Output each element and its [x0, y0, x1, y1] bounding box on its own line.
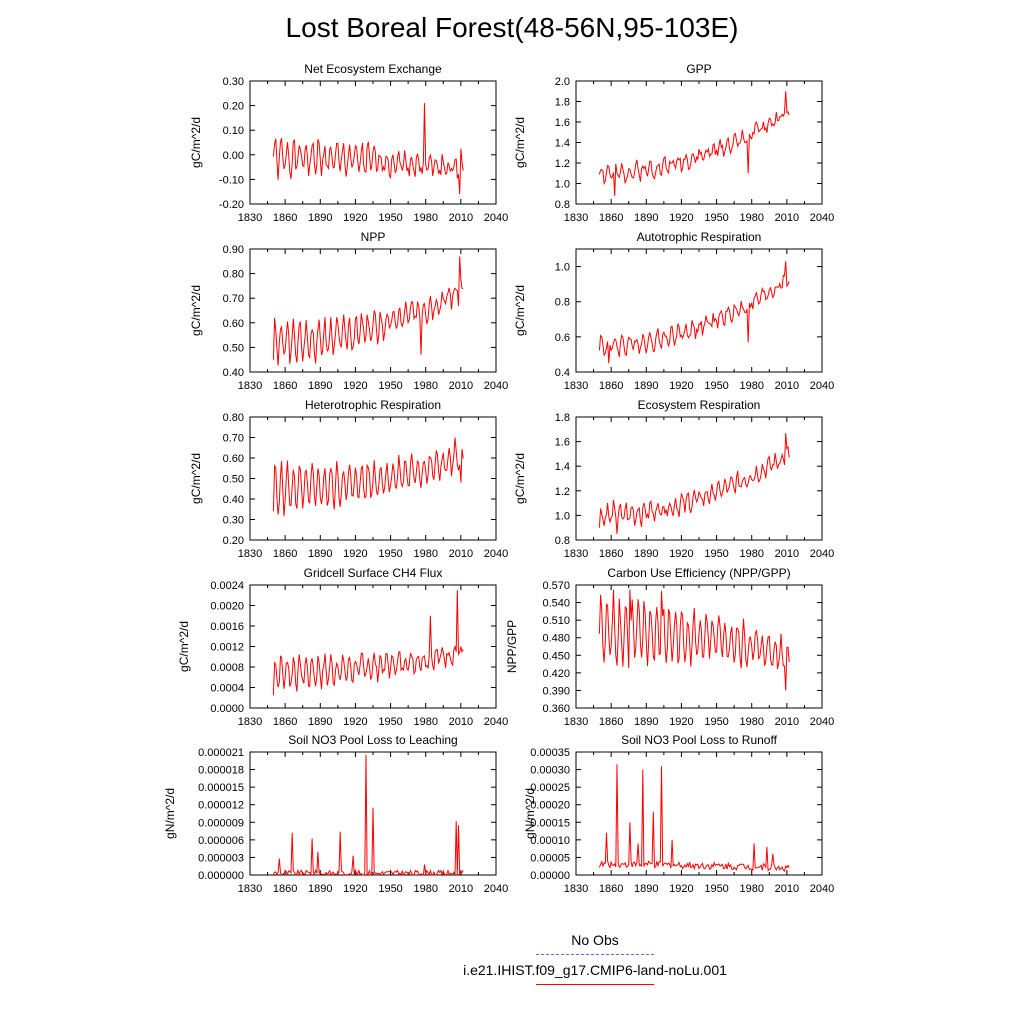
- x-tick-label: 2040: [483, 380, 509, 392]
- y-tick-label: -0.10: [218, 174, 244, 187]
- x-tick-label: 1950: [704, 883, 729, 895]
- y-tick-label: 0.570: [542, 580, 570, 592]
- x-tick-label: 1860: [598, 883, 624, 895]
- x-tick-label: 2040: [809, 380, 835, 392]
- x-tick-label: 1950: [704, 212, 729, 224]
- series-line-model: [273, 256, 463, 365]
- y-tick-label: 0.30: [222, 76, 244, 88]
- series-line-model: [273, 103, 463, 194]
- x-tick-label: 2010: [448, 212, 474, 224]
- x-tick-label: 1890: [308, 212, 333, 224]
- y-tick-label: 0.20: [222, 535, 244, 547]
- x-tick-label: 1890: [634, 380, 659, 392]
- series-line-model: [599, 590, 789, 691]
- x-tick-label: 1920: [343, 716, 368, 728]
- x-tick-label: 1980: [739, 548, 764, 560]
- y-tick-label: 0.50: [222, 342, 244, 355]
- x-tick-label: 1860: [598, 548, 624, 560]
- x-tick-label: 1980: [739, 883, 764, 895]
- x-tick-label: 2040: [483, 212, 509, 224]
- x-tick-label: 1920: [669, 380, 694, 392]
- y-tick-label: 0.0024: [210, 580, 244, 592]
- series-line-model: [599, 261, 789, 363]
- series-line-model: [273, 438, 463, 517]
- x-tick-label: 1830: [563, 212, 589, 224]
- panel-title: Heterotrophic Respiration: [304, 398, 442, 412]
- y-tick-label: 1.8: [554, 96, 570, 109]
- y-tick-label: 0.00030: [530, 764, 570, 777]
- x-tick-label: 2040: [483, 548, 509, 560]
- y-tick-label: 0.70: [222, 432, 244, 445]
- x-tick-label: 1980: [413, 548, 438, 560]
- x-tick-label: 2010: [448, 548, 474, 560]
- panel-title: Soil NO3 Pool Loss to Runoff: [621, 733, 777, 747]
- y-tick-label: 0.40: [222, 494, 244, 506]
- y-tick-label: 0.000018: [198, 764, 244, 777]
- y-tick-label: 0.80: [222, 412, 244, 424]
- y-tick-label: 0.0012: [210, 641, 244, 654]
- x-tick-label: 1920: [343, 883, 368, 895]
- y-tick-label: 0.390: [542, 685, 570, 698]
- y-tick-label: 0.420: [542, 667, 570, 680]
- y-tick-label: 0.0000: [210, 703, 244, 715]
- x-tick-label: 1920: [669, 548, 694, 560]
- x-tick-label: 1830: [563, 548, 589, 560]
- panel-title: Gridcell Surface CH4 Flux: [303, 566, 443, 580]
- x-tick-label: 1950: [704, 716, 729, 728]
- x-tick-label: 1920: [343, 548, 368, 560]
- x-tick-label: 1920: [343, 212, 368, 224]
- y-axis-label: gC/m^2/d: [513, 285, 527, 336]
- x-tick-label: 1950: [704, 380, 729, 392]
- y-tick-label: 0.90: [222, 244, 244, 256]
- x-tick-label: 1890: [308, 548, 333, 560]
- x-tick-label: 1860: [272, 548, 298, 560]
- x-tick-label: 2040: [809, 548, 835, 560]
- y-axis-label: gC/m^2/d: [189, 453, 203, 504]
- x-tick-label: 2010: [448, 716, 474, 728]
- x-tick-label: 1980: [413, 380, 438, 392]
- x-tick-label: 1950: [378, 212, 403, 224]
- y-tick-label: 1.0: [554, 261, 570, 274]
- y-tick-label: 0.50: [222, 473, 244, 486]
- x-tick-label: 1920: [669, 883, 694, 895]
- y-tick-label: 0.0004: [210, 682, 244, 695]
- y-tick-label: 0.480: [542, 632, 570, 645]
- y-tick-label: 0.00015: [530, 817, 570, 830]
- y-tick-label: 0.30: [222, 514, 244, 527]
- x-tick-label: 1920: [343, 380, 368, 392]
- y-tick-label: 0.4: [554, 367, 570, 379]
- y-tick-label: 0.000006: [198, 834, 244, 847]
- y-tick-label: 0.8: [554, 199, 570, 211]
- y-tick-label: -0.20: [218, 199, 244, 211]
- legend-line-obs: [536, 954, 654, 955]
- x-tick-label: 2040: [809, 883, 835, 895]
- x-tick-label: 1980: [739, 716, 764, 728]
- x-tick-label: 1860: [272, 380, 298, 392]
- x-tick-label: 1980: [413, 883, 438, 895]
- y-tick-label: 0.00005: [530, 852, 570, 865]
- y-tick-label: 2.0: [554, 76, 570, 88]
- y-tick-label: 0.6: [554, 331, 570, 344]
- x-tick-label: 2010: [774, 883, 800, 895]
- y-tick-label: 0.0016: [210, 621, 244, 633]
- y-tick-label: 0.000012: [198, 799, 244, 812]
- y-tick-label: 1.2: [554, 158, 570, 170]
- series-line-model: [599, 433, 789, 534]
- x-tick-label: 2010: [448, 883, 474, 895]
- x-tick-label: 1830: [237, 380, 263, 392]
- legend-label-obs: No Obs: [571, 932, 619, 948]
- plot-frame: [250, 585, 496, 708]
- series-line-model: [599, 764, 789, 871]
- y-axis-label: gC/m^2/d: [189, 285, 203, 336]
- x-tick-label: 1830: [563, 380, 589, 392]
- y-tick-label: 1.4: [554, 461, 570, 474]
- y-tick-label: 0.000003: [198, 852, 244, 865]
- x-tick-label: 1920: [669, 212, 694, 224]
- y-tick-label: 1.0: [554, 510, 570, 523]
- y-tick-label: 0.00035: [530, 747, 570, 759]
- x-tick-label: 2010: [774, 380, 800, 392]
- x-tick-label: 1860: [272, 716, 298, 728]
- x-tick-label: 2040: [809, 716, 835, 728]
- y-tick-label: 0.450: [542, 650, 570, 663]
- y-tick-label: 1.6: [554, 117, 570, 129]
- x-tick-label: 2040: [483, 716, 509, 728]
- y-tick-label: 0.00010: [530, 834, 570, 847]
- x-tick-label: 2010: [448, 380, 474, 392]
- x-tick-label: 1860: [598, 380, 624, 392]
- x-tick-label: 1950: [704, 548, 729, 560]
- x-tick-label: 1860: [598, 212, 624, 224]
- series-line-model: [273, 590, 463, 695]
- y-tick-label: 0.00: [222, 149, 244, 162]
- panel-title: NPP: [360, 230, 386, 244]
- panel-title: Net Ecosystem Exchange: [304, 62, 442, 76]
- y-tick-label: 0.510: [542, 615, 570, 628]
- x-tick-label: 2010: [774, 212, 800, 224]
- x-tick-label: 1950: [378, 716, 403, 728]
- y-tick-label: 0.20: [222, 100, 244, 113]
- y-tick-label: 1.8: [554, 412, 570, 424]
- y-axis-label: NPP/GPP: [505, 619, 519, 674]
- plot-frame: [576, 752, 822, 875]
- y-tick-label: 0.000009: [198, 817, 244, 830]
- y-tick-label: 0.000000: [198, 870, 244, 882]
- x-tick-label: 1860: [272, 883, 298, 895]
- x-tick-label: 1980: [413, 212, 438, 224]
- x-tick-label: 1890: [634, 548, 659, 560]
- y-tick-label: 0.0020: [210, 600, 244, 613]
- y-tick-label: 0.0008: [210, 662, 244, 674]
- panel-title: Carbon Use Efficiency (NPP/GPP): [607, 566, 791, 580]
- x-tick-label: 1980: [739, 380, 764, 392]
- x-tick-label: 1830: [237, 883, 263, 895]
- y-tick-label: 1.2: [554, 485, 570, 498]
- y-axis-label: gC/m^2/d: [189, 117, 203, 168]
- plot-frame: [576, 417, 822, 540]
- y-tick-label: 0.60: [222, 317, 244, 330]
- x-tick-label: 2010: [774, 548, 800, 560]
- x-tick-label: 1890: [634, 212, 659, 224]
- x-tick-label: 1830: [237, 212, 263, 224]
- y-axis-label: gC/m^2/d: [513, 453, 527, 504]
- y-tick-label: 0.540: [542, 597, 570, 610]
- panel-title: GPP: [686, 62, 712, 76]
- x-tick-label: 1920: [669, 716, 694, 728]
- y-axis-label: gN/m^2/d: [163, 788, 177, 839]
- y-axis-label: gC/m^2/d: [177, 621, 191, 672]
- y-axis-label: gC/m^2/d: [513, 117, 527, 168]
- legend-label-model: i.e21.IHIST.f09_g17.CMIP6-land-noLu.001: [463, 962, 727, 978]
- x-tick-label: 1890: [308, 380, 333, 392]
- series-line-model: [273, 755, 463, 875]
- y-tick-label: 0.8: [554, 296, 570, 309]
- x-tick-label: 1950: [378, 380, 403, 392]
- x-tick-label: 1980: [413, 716, 438, 728]
- series-line-model: [599, 91, 789, 196]
- panel-title: Soil NO3 Pool Loss to Leaching: [288, 733, 458, 747]
- x-tick-label: 1890: [308, 883, 333, 895]
- x-tick-label: 1890: [308, 716, 333, 728]
- x-tick-label: 2040: [809, 212, 835, 224]
- x-tick-label: 1830: [563, 883, 589, 895]
- x-tick-label: 2010: [774, 716, 800, 728]
- x-tick-label: 1890: [634, 883, 659, 895]
- y-tick-label: 0.00020: [530, 799, 570, 812]
- y-tick-label: 0.60: [222, 453, 244, 465]
- x-tick-label: 1860: [272, 212, 298, 224]
- x-tick-label: 1860: [598, 716, 624, 728]
- x-tick-label: 1950: [378, 883, 403, 895]
- y-tick-label: 0.70: [222, 293, 244, 306]
- x-tick-label: 1950: [378, 548, 403, 560]
- y-axis-label: gN/m^2/d: [523, 788, 537, 839]
- x-tick-label: 1830: [237, 548, 263, 560]
- legend-line-model: [536, 984, 654, 985]
- figure-title: Lost Boreal Forest(48-56N,95-103E): [285, 12, 739, 43]
- y-tick-label: 0.80: [222, 268, 244, 281]
- y-tick-label: 0.00000: [530, 870, 570, 882]
- y-tick-label: 0.000015: [198, 782, 244, 795]
- y-tick-label: 0.00025: [530, 782, 570, 795]
- x-tick-label: 1890: [634, 716, 659, 728]
- x-tick-label: 1980: [739, 212, 764, 224]
- y-tick-label: 0.000021: [198, 747, 244, 759]
- y-tick-label: 1.4: [554, 137, 570, 150]
- panel-title: Autotrophic Respiration: [636, 230, 762, 244]
- x-tick-label: 1830: [563, 716, 589, 728]
- y-tick-label: 0.360: [542, 703, 570, 715]
- y-tick-label: 1.0: [554, 178, 570, 191]
- y-tick-label: 0.10: [222, 125, 244, 138]
- panel-title: Ecosystem Respiration: [637, 398, 761, 412]
- x-tick-label: 1830: [237, 716, 263, 728]
- y-tick-label: 0.8: [554, 535, 570, 547]
- y-tick-label: 0.40: [222, 367, 244, 379]
- x-tick-label: 2040: [483, 883, 509, 895]
- y-tick-label: 1.6: [554, 436, 570, 449]
